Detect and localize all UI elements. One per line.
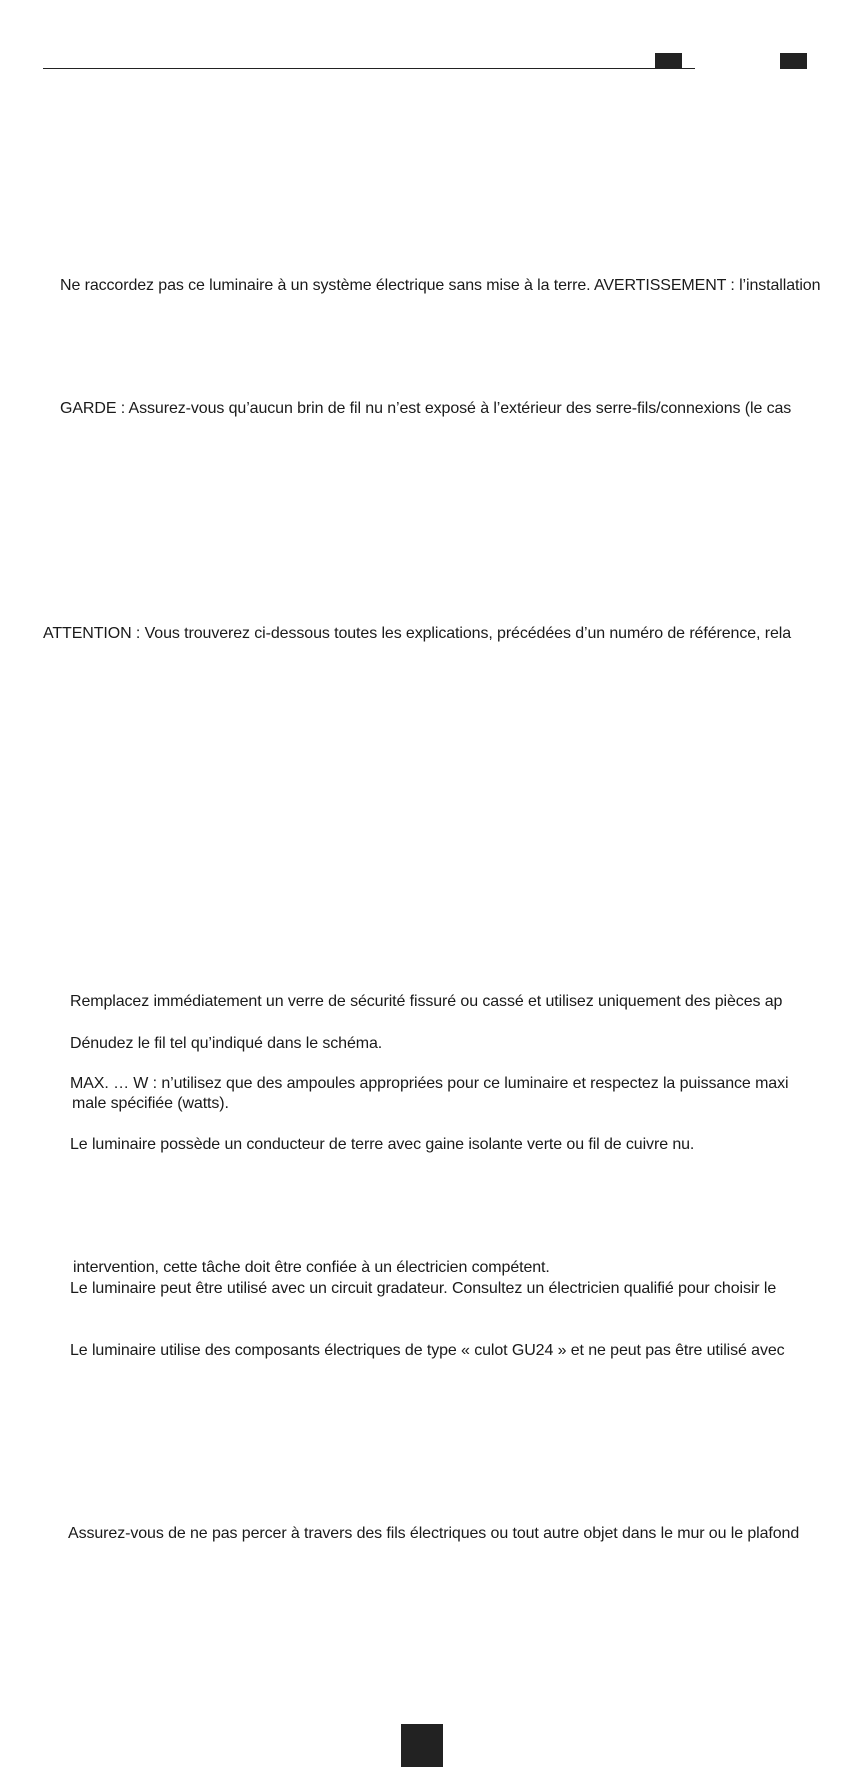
text-line-dimmer-circuit: Le luminaire peut être utilisé avec un circuit gradateur. Consultez un électricien qualifié pour choisir le — [70, 1280, 777, 1297]
text-line-strip-wire: Dénudez le fil tel qu’indiqué dans le schéma. — [70, 1035, 383, 1052]
text-line-max-wattage: MAX. … W : n’utilisez que des ampoules appropriées pour ce luminaire et respectez la puissance maxi — [70, 1075, 789, 1092]
header-rule — [43, 68, 695, 69]
text-line-electrician-intervention: intervention, cette tâche doit être confiée à un électricien compétent. — [73, 1259, 550, 1276]
text-line-max-wattage-continued: male spécifiée (watts). — [72, 1095, 229, 1112]
header-tab-marker-right — [780, 53, 807, 69]
header-tab-marker-left — [655, 53, 682, 68]
page-number-box — [401, 1724, 443, 1767]
text-line-grounding-warning: Ne raccordez pas ce luminaire à un système électrique sans mise à la terre. AVERTISSEMENT : l’installation — [60, 277, 821, 294]
text-line-drilling-caution: Assurez-vous de ne pas percer à travers des fils électriques ou tout autre objet dans le mur ou le plafond — [68, 1525, 800, 1542]
text-line-replace-glass: Remplacez immédiatement un verre de sécurité fissuré ou cassé et utilisez uniquement des pièces ap — [70, 993, 783, 1010]
text-line-attention-explanations: ATTENTION : Vous trouverez ci-dessous toutes les explications, précédées d’un numéro de référence, rela — [43, 625, 791, 642]
text-line-ground-conductor: Le luminaire possède un conducteur de terre avec gaine isolante verte ou fil de cuivre nu. — [70, 1136, 695, 1153]
text-line-wire-strands-caution: GARDE : Assurez-vous qu’aucun brin de fil nu n’est exposé à l’extérieur des serre-fils/connexions (le cas — [60, 400, 792, 417]
text-line-gu24-base: Le luminaire utilise des composants électriques de type « culot GU24 » et ne peut pas être utilisé avec — [70, 1342, 785, 1359]
